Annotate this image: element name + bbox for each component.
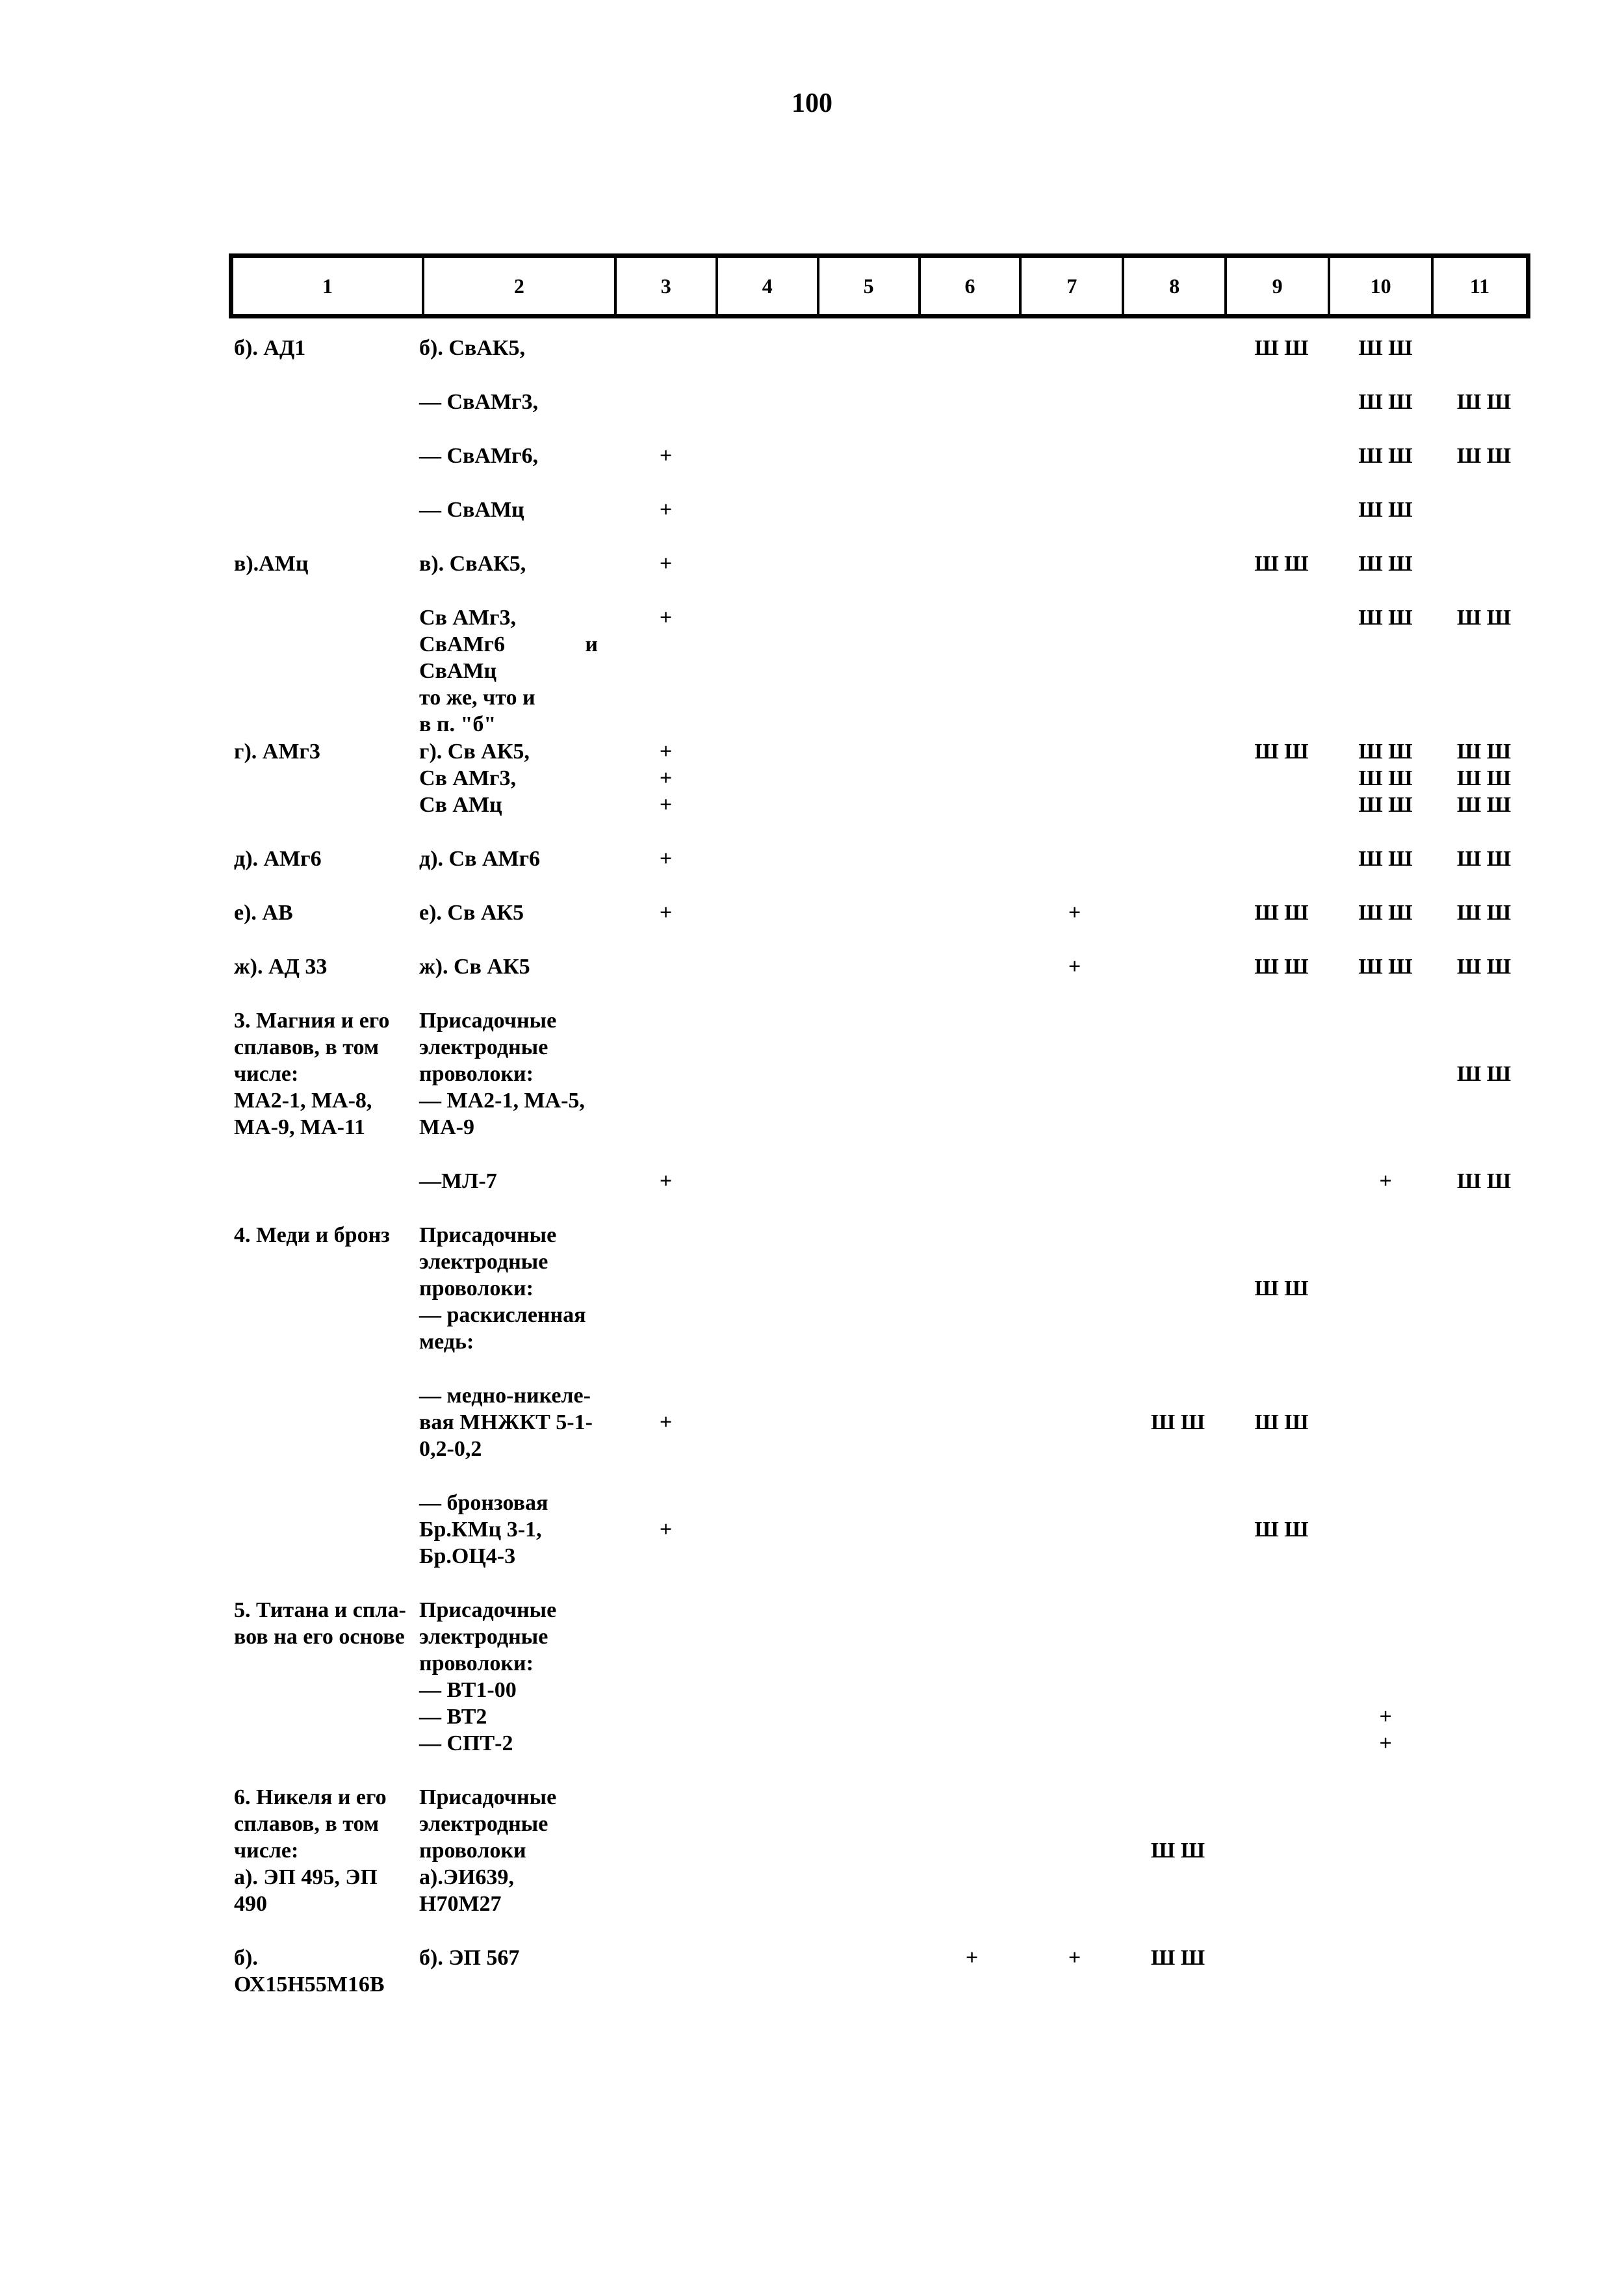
mark-col-9 (1230, 1490, 1334, 1543)
material-cell (234, 1222, 416, 1248)
filler-wire-line: Присадочные (419, 1598, 557, 1622)
filler-wire-line: — СвАМг3, (419, 390, 538, 414)
filler-wire-line: медь: (419, 1330, 474, 1354)
material-line: в).АМц (234, 552, 309, 576)
mark-col-8 (1126, 1382, 1230, 1436)
filler-wire-line: д). Св АМг6 (419, 847, 541, 871)
filler-wire-line: СвАМг6 и СвАМц (419, 632, 598, 683)
filler-wire-line: то же, что и (419, 686, 535, 710)
sh-mark: Ш Ш (1456, 606, 1512, 630)
material-line: г). АМг3 (234, 740, 320, 764)
plus-mark: + (659, 901, 673, 925)
material-line: а). ЭП 495, ЭП (234, 1865, 378, 1889)
sh-mark: Ш Ш (1456, 766, 1512, 790)
filler-wire-cell (419, 846, 598, 872)
mark-col-10 (1334, 389, 1437, 415)
sh-mark: Ш Ш (1358, 847, 1413, 871)
material-cell (234, 1784, 416, 1917)
filler-wire-line: — ВТ2 (419, 1705, 487, 1729)
filler-wire-line: проволоки: (419, 1276, 534, 1300)
plus-mark: + (659, 1518, 673, 1542)
mark-col-7 (1023, 899, 1127, 926)
material-cell (234, 335, 416, 361)
material-line: 5. Титана и спла- (234, 1598, 406, 1622)
material-line: вов на его основе (234, 1625, 405, 1649)
material-line: ОХ15Н55М16В (234, 1972, 385, 1997)
header-col-3: 3 (617, 258, 718, 314)
mark-col-10 (1334, 1597, 1437, 1757)
plus-mark: + (659, 793, 673, 817)
blank-line (1126, 1382, 1230, 1409)
sh-mark: Ш Ш (1456, 793, 1512, 817)
filler-wire-cell (419, 738, 598, 818)
filler-wire-cell (419, 1490, 598, 1570)
filler-wire-line: — МА2-1, МА-5, (419, 1089, 585, 1113)
blank-line (1334, 1677, 1437, 1703)
filler-wire-line: Н70М27 (419, 1892, 502, 1916)
filler-wire-line: — СПТ-2 (419, 1731, 513, 1755)
filler-wire-line: МА-9 (419, 1115, 474, 1139)
sh-mark: Ш Ш (1456, 847, 1512, 871)
material-line: сплавов, в том (234, 1035, 380, 1059)
material-line: е). АВ (234, 901, 293, 925)
filler-wire-cell (419, 389, 598, 415)
mark-col-8 (1126, 1945, 1230, 1971)
plus-mark: + (1379, 1169, 1392, 1193)
mark-col-8 (1126, 1784, 1230, 1864)
filler-wire-line: электродные (419, 1035, 548, 1059)
blank-line (1334, 1650, 1437, 1677)
blank-line (1334, 1597, 1437, 1623)
filler-wire-line: — раскисленная (419, 1303, 586, 1327)
plus-mark: + (659, 740, 673, 764)
plus-mark: + (659, 606, 673, 630)
filler-wire-cell (419, 1597, 598, 1757)
sh-mark: Ш Ш (1358, 740, 1413, 764)
filler-wire-line: в). СвАК5, (419, 552, 526, 576)
filler-wire-line: — СвАМц (419, 498, 524, 522)
filler-wire-line: Присадочные (419, 1009, 557, 1033)
filler-wire-line: Св АМг3, (419, 766, 516, 790)
filler-wire-line: 0,2-0,2 (419, 1437, 482, 1461)
mark-col-3 (614, 550, 718, 577)
blank-line (1230, 1248, 1334, 1275)
mark-col-9 (1230, 335, 1334, 361)
plus-mark: + (659, 847, 673, 871)
filler-wire-line: Присадочные (419, 1223, 557, 1247)
filler-wire-line: б). ЭП 567 (419, 1946, 520, 1970)
blank-line (1432, 1007, 1536, 1034)
mark-col-3 (614, 738, 718, 818)
filler-wire-line: проволоки: (419, 1651, 534, 1675)
material-line: 3. Магния и его (234, 1009, 390, 1033)
mark-col-11 (1432, 846, 1536, 872)
mark-col-10 (1334, 899, 1437, 926)
plus-mark: + (1068, 901, 1081, 925)
plus-mark: + (1379, 1731, 1392, 1755)
material-line: МА2-1, МА-8, (234, 1089, 372, 1113)
plus-mark: + (659, 552, 673, 576)
material-cell (234, 846, 416, 872)
plus-mark: + (659, 1169, 673, 1193)
filler-wire-line: Св АМг3, (419, 606, 516, 630)
material-cell (234, 953, 416, 980)
filler-wire-cell (419, 1222, 598, 1355)
filler-wire-line: — ВТ1-00 (419, 1678, 517, 1702)
mark-col-3 (614, 604, 718, 631)
filler-wire-line: г). Св АК5, (419, 740, 530, 764)
filler-wire-cell (419, 1382, 598, 1462)
header-col-6: 6 (921, 258, 1022, 314)
filler-wire-cell (419, 550, 598, 577)
blank-line (614, 1490, 718, 1516)
material-line: 490 (234, 1892, 267, 1916)
header-col-5: 5 (819, 258, 921, 314)
sh-mark: Ш Ш (1358, 606, 1413, 630)
mark-col-11 (1432, 953, 1536, 980)
material-line: д). АМг6 (234, 847, 322, 871)
filler-wire-line: проволоки: (419, 1062, 534, 1086)
blank-line (1126, 1811, 1230, 1837)
blank-line (1432, 1034, 1536, 1061)
filler-wire-line: е). Св АК5 (419, 901, 524, 925)
material-cell (234, 1945, 416, 1998)
material-line: б). АД1 (234, 336, 306, 360)
mark-col-6 (920, 1945, 1024, 1971)
material-line: числе: (234, 1839, 299, 1863)
material-line: числе: (234, 1062, 299, 1086)
material-cell (234, 738, 416, 765)
material-line: 4. Меди и бронз (234, 1223, 390, 1247)
sh-mark: Ш Ш (1358, 444, 1413, 468)
filler-wire-line: Св АМц (419, 793, 502, 817)
sh-mark: Ш Ш (1254, 740, 1309, 764)
sh-mark: Ш Ш (1358, 390, 1413, 414)
material-line: 6. Никеля и его (234, 1785, 387, 1809)
mark-col-9 (1230, 1222, 1334, 1302)
filler-wire-line: Бр.КМц 3-1, (419, 1518, 542, 1542)
mark-col-10 (1334, 604, 1437, 631)
plus-mark: + (965, 1946, 979, 1970)
mark-col-9 (1230, 953, 1334, 980)
mark-col-10 (1334, 738, 1437, 818)
page-number: 100 (792, 88, 832, 118)
mark-col-10 (1334, 443, 1437, 469)
sh-mark: Ш Ш (1358, 498, 1413, 522)
table-header (229, 253, 1530, 318)
mark-col-7 (1023, 953, 1127, 980)
mark-col-3 (614, 1168, 718, 1195)
filler-wire-line: в п. "б" (419, 712, 496, 736)
header-col-7: 7 (1022, 258, 1124, 314)
header-col-11: 11 (1469, 274, 1490, 298)
filler-wire-cell (419, 1168, 598, 1195)
filler-wire-line: электродные (419, 1250, 548, 1274)
blank-line (1230, 1222, 1334, 1248)
material-cell (234, 1007, 416, 1141)
filler-wire-line: Присадочные (419, 1785, 557, 1809)
mark-col-11 (1432, 1007, 1536, 1087)
filler-wire-line: ж). Св АК5 (419, 955, 530, 979)
sh-mark: Ш Ш (1456, 901, 1512, 925)
sh-mark: Ш Ш (1456, 444, 1512, 468)
mark-col-3 (614, 443, 718, 469)
filler-wire-line: б). СвАК5, (419, 336, 525, 360)
sh-mark: Ш Ш (1456, 1169, 1512, 1193)
sh-mark: Ш Ш (1254, 901, 1309, 925)
sh-mark: Ш Ш (1358, 336, 1413, 360)
mark-col-3 (614, 846, 718, 872)
filler-wire-cell (419, 899, 598, 926)
sh-mark: Ш Ш (1358, 793, 1413, 817)
sh-mark: Ш Ш (1254, 1410, 1309, 1434)
mark-col-11 (1432, 604, 1536, 631)
sh-mark: Ш Ш (1456, 390, 1512, 414)
filler-wire-cell (419, 335, 598, 361)
sh-mark: Ш Ш (1358, 766, 1413, 790)
mark-col-9 (1230, 550, 1334, 577)
mark-col-11 (1432, 1168, 1536, 1195)
material-line: б). (234, 1946, 258, 1970)
filler-wire-line: электродные (419, 1625, 548, 1649)
sh-mark: Ш Ш (1358, 901, 1413, 925)
mark-col-3 (614, 497, 718, 523)
mark-col-10 (1334, 550, 1437, 577)
header-col-8: 8 (1124, 258, 1227, 314)
filler-wire-line: Бр.ОЦ4-3 (419, 1544, 516, 1568)
material-cell (234, 550, 416, 577)
filler-wire-cell (419, 604, 598, 738)
mark-col-10 (1334, 953, 1437, 980)
header-col-9: 9 (1227, 258, 1330, 314)
header-col-1: 1 (233, 258, 424, 314)
sh-mark: Ш Ш (1254, 552, 1309, 576)
blank-line (1126, 1784, 1230, 1811)
filler-wire-cell (419, 443, 598, 469)
filler-wire-cell (419, 1945, 598, 1971)
plus-mark: + (659, 766, 673, 790)
mark-col-10 (1334, 497, 1437, 523)
mark-col-9 (1230, 1382, 1334, 1436)
mark-col-11 (1432, 738, 1536, 818)
header-col-10: 10 (1330, 258, 1434, 314)
mark-col-11 (1432, 443, 1536, 469)
blank-line (1230, 1382, 1334, 1409)
header-col-4: 4 (718, 258, 819, 314)
sh-mark: Ш Ш (1254, 1276, 1309, 1300)
filler-wire-line: а).ЭИ639, (419, 1865, 514, 1889)
material-cell (234, 1597, 416, 1650)
sh-mark: Ш Ш (1150, 1839, 1205, 1863)
filler-wire-line: вая МНЖКТ 5-1- (419, 1410, 593, 1434)
material-line: МА-9, МА-11 (234, 1115, 366, 1139)
filler-wire-line: — бронзовая (419, 1491, 548, 1515)
mark-col-3 (614, 899, 718, 926)
mark-col-11 (1432, 899, 1536, 926)
blank-line (1230, 1490, 1334, 1516)
mark-col-3 (614, 1382, 718, 1436)
material-line: сплавов, в том (234, 1812, 380, 1836)
material-cell (234, 899, 416, 926)
filler-wire-cell (419, 1784, 598, 1917)
mark-col-9 (1230, 899, 1334, 926)
sh-mark: Ш Ш (1254, 1518, 1309, 1542)
sh-mark: Ш Ш (1456, 740, 1512, 764)
blank-line (1334, 1623, 1437, 1650)
material-line: ж). АД 33 (234, 955, 328, 979)
plus-mark: + (1379, 1705, 1392, 1729)
plus-mark: + (659, 498, 673, 522)
filler-wire-cell (419, 497, 598, 523)
filler-wire-cell (419, 1007, 598, 1141)
sh-mark: Ш Ш (1358, 955, 1413, 979)
plus-mark: + (1068, 1946, 1081, 1970)
sh-mark: Ш Ш (1254, 955, 1309, 979)
filler-wire-line: — СвАМг6, (419, 444, 538, 468)
plus-mark: + (1068, 955, 1081, 979)
sh-mark: Ш Ш (1456, 1062, 1512, 1086)
sh-mark: Ш Ш (1358, 552, 1413, 576)
filler-wire-line: —МЛ-7 (419, 1169, 497, 1193)
filler-wire-line: проволоки (419, 1839, 526, 1863)
mark-col-10 (1334, 846, 1437, 872)
filler-wire-cell (419, 953, 598, 980)
sh-mark: Ш Ш (1150, 1410, 1205, 1434)
plus-mark: + (659, 1410, 673, 1434)
header-col-2: 2 (424, 258, 617, 314)
sh-mark: Ш Ш (1456, 955, 1512, 979)
blank-line (614, 1382, 718, 1409)
sh-mark: Ш Ш (1150, 1946, 1205, 1970)
mark-col-10 (1334, 335, 1437, 361)
mark-col-9 (1230, 738, 1334, 765)
mark-col-7 (1023, 1945, 1127, 1971)
sh-mark: Ш Ш (1254, 336, 1309, 360)
mark-col-11 (1432, 389, 1536, 415)
filler-wire-line: — медно-никеле- (419, 1384, 591, 1408)
plus-mark: + (659, 444, 673, 468)
mark-col-3 (614, 1490, 718, 1543)
filler-wire-line: электродные (419, 1812, 548, 1836)
mark-col-10 (1334, 1168, 1437, 1195)
